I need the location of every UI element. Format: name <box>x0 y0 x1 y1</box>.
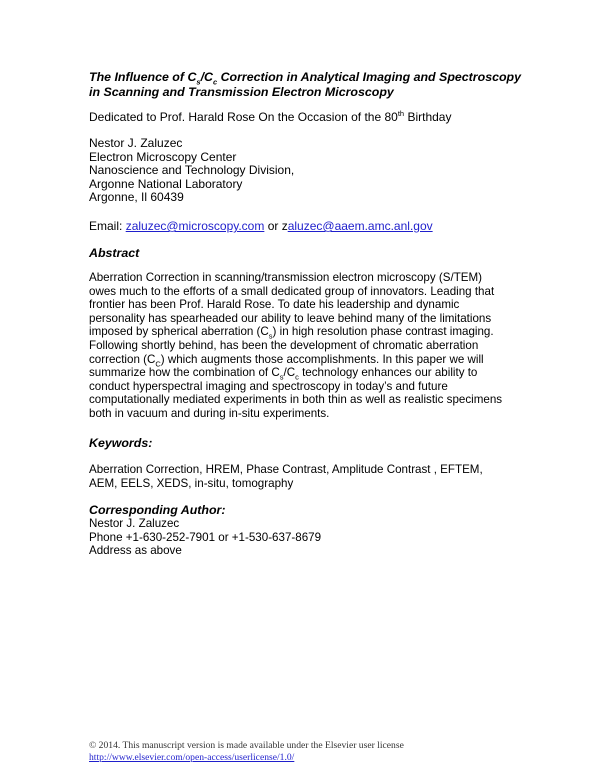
title-text: /C <box>200 70 213 84</box>
abstract-line: both in vacuum and during in-situ experiments. <box>89 406 330 420</box>
abstract-text: summarize how the combination of C <box>89 366 280 380</box>
keywords-line: Aberration Correction, HREM, Phase Contrast, Amplitude Contrast , EFTEM, <box>89 463 483 476</box>
abstract-text: imposed by spherical aberration (C <box>89 325 269 339</box>
license-link[interactable]: http://www.elsevier.com/open-access/userlicense/1.0/ <box>89 752 295 763</box>
abstract-line: owes much to the efforts of a small dedicated group of innovators. Leading that <box>89 284 495 298</box>
email-link-primary[interactable]: zaluzec@microscopy.com <box>125 219 265 233</box>
author-block <box>89 137 294 205</box>
email-label: Email: <box>89 219 126 233</box>
abstract-line: Aberration Correction in scanning/transmission electron microscopy (S/TEM) <box>89 271 483 284</box>
license-footer <box>89 740 404 764</box>
title-subscript: s <box>196 77 201 87</box>
email-link-secondary[interactable]: aluzec@aaem.amc.anl.gov <box>287 219 433 233</box>
title-line-2: in Scanning and Transmission Electron Microscopy <box>89 85 394 99</box>
abstract-text: correction (C <box>89 352 156 366</box>
dedication <box>89 110 451 124</box>
affiliation-line: Electron Microscopy Center <box>89 149 237 164</box>
abstract-line <box>89 366 519 380</box>
corresponding-author-heading: Corresponding Author: <box>89 503 226 517</box>
abstract-subscript: s <box>279 372 284 382</box>
email-separator: or z <box>264 219 288 233</box>
corresponding-author-body <box>89 517 321 558</box>
abstract-heading: Abstract <box>89 246 140 260</box>
dedication-superscript: th <box>397 109 405 118</box>
corresponding-line: Phone +1-630-252-7901 or +1-530-637-8679 <box>89 530 322 544</box>
dedication-text: Dedicated to Prof. Harald Rose On the Occasion of the 80 <box>89 110 398 124</box>
abstract-text: /C <box>283 366 296 380</box>
author-name: Nestor J. Zaluzec <box>89 136 183 150</box>
license-text: © 2014. This manuscript version is made available under the Elsevier user license <box>89 740 404 751</box>
abstract-line <box>89 325 519 339</box>
abstract-line: computationally mediated experiments in both thin as well as realistic specimens <box>89 393 503 407</box>
title-text: Correction in Analytical Imaging and Spectroscopy <box>217 70 522 84</box>
abstract-body <box>89 271 519 421</box>
affiliation-line: Argonne, Il 60439 <box>89 190 184 204</box>
abstract-line: personality has spearheaded our ability to leave behind many of the limitations <box>89 311 492 325</box>
abstract-subscript: C <box>155 358 161 368</box>
title-subscript: c <box>212 77 218 87</box>
affiliation-line: Argonne National Laboratory <box>89 176 243 191</box>
keywords-body <box>89 463 483 491</box>
abstract-line: frontier has been Prof. Harald Rose. To date his leadership and dynamic <box>89 298 460 312</box>
title-text: The Influence of C <box>89 70 197 84</box>
email-line <box>89 219 433 233</box>
corresponding-line: Nestor J. Zaluzec <box>89 517 180 530</box>
abstract-subscript: s <box>268 331 273 341</box>
keywords-heading: Keywords: <box>89 436 153 450</box>
abstract-line: Following shortly behind, has been the development of chromatic aberration <box>89 338 479 352</box>
corresponding-line: Address as above <box>89 544 182 558</box>
dedication-end: Birthday <box>404 110 452 124</box>
affiliation-line: Nanoscience and Technology Division, <box>89 163 295 177</box>
abstract-text: ) which augments those accomplishments. In this paper we will <box>160 352 484 366</box>
abstract-subscript: c <box>295 372 299 382</box>
abstract-text: technology enhances our ability to <box>298 366 478 380</box>
paper-title <box>89 70 529 100</box>
abstract-text: ) in high resolution phase contrast imaging. <box>272 325 494 339</box>
abstract-line <box>89 353 519 367</box>
keywords-line: AEM, EELS, XEDS, in-situ, tomography <box>89 476 294 490</box>
abstract-line: conduct hyperspectral imaging and spectroscopy in today’s and future <box>89 379 448 393</box>
